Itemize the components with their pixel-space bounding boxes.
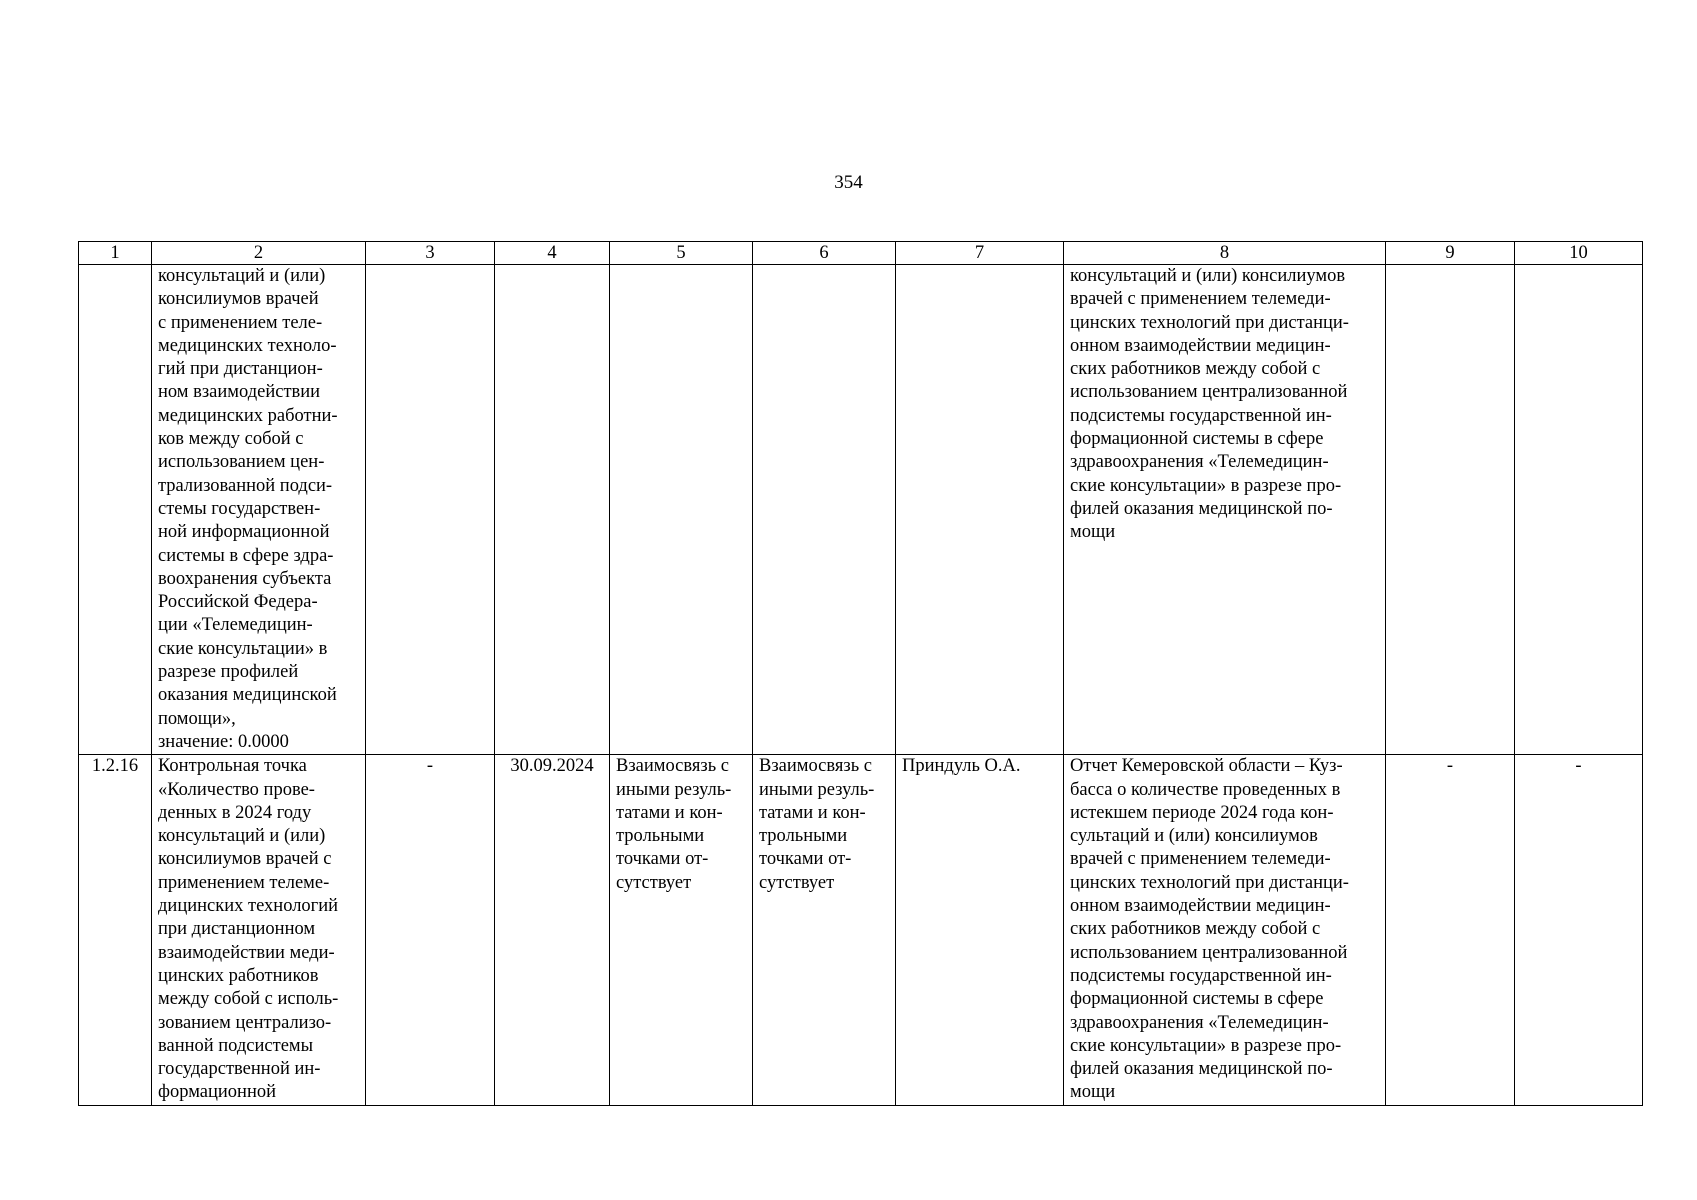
result-name-cell: Контрольная точка «Количество прове- денных в 2024 году консультаций и (или) консилиумов врачей с применением телеме- дицинских технологий при дистанционном взаимодействии меди- цинских работников между собой с исполь- зованием централизо- ванной подсистемы государственной ин- формационной bbox=[152, 755, 366, 1105]
column-header: 1 bbox=[79, 242, 152, 265]
row-number-cell bbox=[79, 265, 152, 755]
column-header: 8 bbox=[1064, 242, 1386, 265]
result-name-cell: консультаций и (или) консилиумов врачей с применением теле- медицинских техноло- гий при дистанцион- ном взаимодействии медицинских работни- ков между собой с использованием цен- трализованной подси- стемы государствен- ной информационной системы в сфере здра- воохранения субъекта Российской Федера- ции «Телемедицин- ские консультации» в разрезе профилей оказания медицинской помощи», значение: 0.0000 bbox=[152, 265, 366, 755]
date-cell bbox=[495, 265, 610, 755]
predecessor-cell bbox=[610, 265, 753, 755]
table-cell bbox=[366, 265, 495, 755]
successor-cell bbox=[753, 265, 896, 755]
column-header: 5 bbox=[610, 242, 753, 265]
plan-table bbox=[78, 241, 1643, 1106]
column-header: 10 bbox=[1515, 242, 1643, 265]
table-cell bbox=[1515, 265, 1643, 755]
column-numbers-row bbox=[79, 242, 1643, 265]
table-cell bbox=[1386, 265, 1515, 755]
column-header: 3 bbox=[366, 242, 495, 265]
column-header: 9 bbox=[1386, 242, 1515, 265]
page-number: 354 bbox=[834, 172, 863, 193]
column-header: 4 bbox=[495, 242, 610, 265]
responsible-cell bbox=[896, 265, 1064, 755]
table-cell: - bbox=[1515, 755, 1643, 1105]
column-header: 6 bbox=[753, 242, 896, 265]
predecessor-cell: Взаимосвязь с иными резуль- татами и кон- трольными точками от- сутствует bbox=[610, 755, 753, 1105]
responsible-cell: Приндуль О.А. bbox=[896, 755, 1064, 1105]
table-row bbox=[79, 265, 1643, 755]
document-cell: консультаций и (или) консилиумов врачей с применением телемеди- цинских технологий при дистанци- онном взаимодействии медицин- ских работников между собой с использованием централизованной подсистемы государственной ин- формационной системы в сфере здравоохранения «Телемедицин- ские консультации» в разрезе про- филей оказания медицинской по- мощи bbox=[1064, 265, 1386, 755]
successor-cell: Взаимосвязь с иными резуль- татами и кон- трольными точками от- сутствует bbox=[753, 755, 896, 1105]
date-cell: 30.09.2024 bbox=[495, 755, 610, 1105]
document-cell: Отчет Кемеровской области – Куз- басса о количестве проведенных в истекшем периоде 2024 года кон- сультаций и (или) консилиумов врачей с применением телемеди- цинских технологий при дистанци- онном взаимодействии медицин- ских работников между собой с использованием централизованной подсистемы государственной ин- формационной системы в сфере здравоохранения «Телемедицин- ские консультации» в разрезе про- филей оказания медицинской по- мощи bbox=[1064, 755, 1386, 1105]
column-header: 7 bbox=[896, 242, 1064, 265]
table-cell: - bbox=[1386, 755, 1515, 1105]
column-header: 2 bbox=[152, 242, 366, 265]
table-cell: - bbox=[366, 755, 495, 1105]
table-row bbox=[79, 755, 1643, 1105]
row-number-cell: 1.2.16 bbox=[79, 755, 152, 1105]
